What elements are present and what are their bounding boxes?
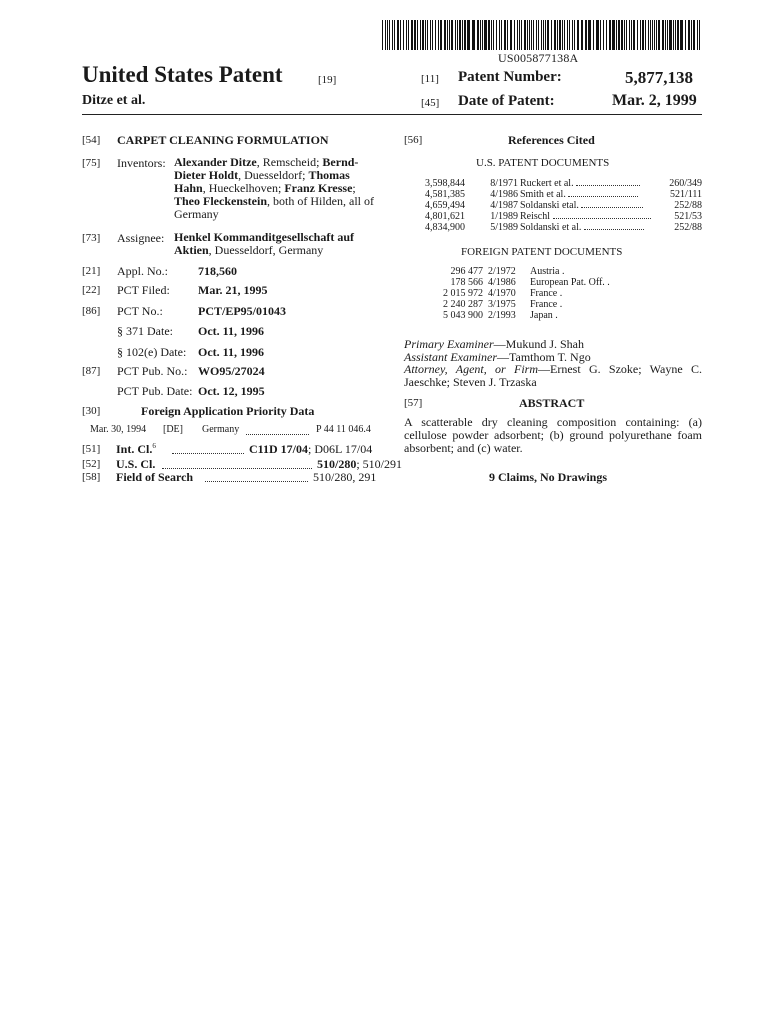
- intcl-value: [249, 442, 372, 457]
- table-row: [420, 310, 610, 321]
- inventor-place: ;: [352, 181, 356, 195]
- patent-number: 5,877,138: [625, 68, 693, 87]
- table-row: [420, 277, 610, 288]
- patent-number-label: Patent Number:: [458, 69, 562, 85]
- ref-number: 2 015 972: [443, 288, 483, 299]
- pct-no-value: PCT/EP95/01043: [198, 304, 287, 318]
- ref-class: 252/88: [674, 200, 702, 211]
- foreign-country-code: [DE]: [163, 424, 183, 435]
- ref-class: 260/349: [669, 178, 702, 189]
- foreign-priority-title: Foreign Application Priority Data: [141, 404, 315, 418]
- table-row: [420, 288, 610, 299]
- search-label: Field of Search: [116, 470, 194, 484]
- inventors-list: [174, 156, 374, 221]
- ref-number: 4,834,900: [425, 222, 465, 233]
- leader-dots: [172, 453, 244, 454]
- ref-country: France .: [530, 299, 563, 310]
- table-row: [425, 189, 702, 200]
- table-row: [420, 299, 610, 310]
- s102-label: § 102(e) Date:: [117, 345, 187, 359]
- pub-date-value: Oct. 12, 1995: [198, 384, 265, 398]
- uscl-main: 510/280: [317, 457, 357, 471]
- appl-value: 718,560: [198, 264, 237, 278]
- ref-number: 4,659,494: [425, 200, 465, 211]
- table-row: [425, 222, 702, 233]
- ref-name: Ruckert et al.: [520, 178, 665, 189]
- foreign-number: P 44 11 046.4: [316, 424, 371, 435]
- date-label: Date of Patent:: [458, 93, 555, 109]
- ref-number: 3,598,844: [425, 178, 465, 189]
- ref-number: 2 240 287: [443, 299, 483, 310]
- leader-dots: [162, 468, 312, 469]
- ref-country: Japan .: [530, 310, 558, 321]
- s371-label: § 371 Date:: [117, 324, 173, 338]
- inventor-name: Thomas Hahn: [174, 168, 350, 195]
- ref-number: 296 477: [450, 266, 483, 277]
- foreign-priority-code: [30]: [82, 405, 101, 417]
- title-field-code: [54]: [82, 134, 101, 146]
- inventor-place: , Hueckelhoven;: [202, 181, 282, 195]
- ref-date: 4/1986: [490, 189, 518, 200]
- assignee-label: Assignee:: [117, 231, 165, 245]
- table-row: [425, 211, 702, 222]
- date-code: [45]: [421, 97, 440, 109]
- inventors-short: Ditze et al.: [82, 93, 146, 108]
- intcl-main: C11D 17/04: [249, 442, 309, 456]
- ref-date: 2/1993: [488, 310, 516, 321]
- patent-date: Mar. 2, 1999: [612, 92, 697, 109]
- assignee: [174, 231, 374, 257]
- ref-date: 3/1975: [488, 299, 516, 310]
- inventor-name: Alexander Ditze: [174, 155, 257, 169]
- claims-summary: 9 Claims, No Drawings: [489, 470, 608, 484]
- appl-code: [21]: [82, 265, 101, 277]
- ref-number: 178 566: [450, 277, 483, 288]
- uscl-rest: ; 510/291: [356, 457, 403, 471]
- pct-filed-value: Mar. 21, 1995: [198, 283, 268, 297]
- pct-filed-code: [22]: [82, 284, 101, 296]
- intcl-code: [51]: [82, 443, 101, 455]
- table-row: [425, 200, 702, 211]
- ref-class: 521/53: [674, 211, 702, 222]
- abstract-text: A scatterable dry cleaning composition containing: (a) cellulose powder adsorbent; (b) ground polyurethane foam absorbent; and (c) water.: [404, 415, 702, 455]
- assignee-place: , Duesseldorf, Germany: [208, 243, 324, 257]
- refs-code: [56]: [404, 134, 423, 146]
- inventors-label: Inventors:: [117, 156, 166, 170]
- ref-date: 4/1986: [488, 277, 516, 288]
- s371-value: Oct. 11, 1996: [198, 324, 264, 338]
- primary-examiner-value: —Mukund J. Shah: [493, 337, 584, 351]
- pub-date-label: PCT Pub. Date:: [117, 384, 193, 398]
- header-rule: [82, 114, 702, 115]
- ref-country: Austria .: [530, 266, 565, 277]
- ref-date: 4/1987: [490, 200, 518, 211]
- leader-dots: [246, 434, 309, 435]
- ref-date: 8/1971: [490, 178, 518, 189]
- intcl-rest: ; D06L 17/04: [308, 442, 373, 456]
- ref-class: 521/111: [669, 189, 702, 200]
- foreign-docs-title: FOREIGN PATENT DOCUMENTS: [461, 246, 623, 258]
- ref-name: Smith et al.: [520, 189, 665, 200]
- search-value: 510/280, 291: [313, 470, 377, 484]
- intcl-label-text: Int. Cl.: [116, 442, 153, 456]
- ref-date: 2/1972: [488, 266, 516, 277]
- intcl-superscript: 6: [152, 442, 156, 450]
- attorney: [404, 363, 702, 389]
- ref-number: 4,581,385: [425, 189, 465, 200]
- ref-class: 252/88: [674, 222, 702, 233]
- ref-country: France .: [530, 288, 563, 299]
- ref-name: Reischl: [520, 211, 665, 222]
- inventor-place: , Remscheid;: [256, 155, 320, 169]
- table-row: [425, 178, 702, 189]
- inventor-name: Franz Kresse: [284, 181, 353, 195]
- pub-no-value: WO95/27024: [198, 364, 265, 378]
- abstract-title: ABSTRACT: [519, 396, 585, 410]
- us-docs-table: [425, 178, 702, 233]
- assignee-code: [73]: [82, 232, 101, 244]
- invention-title: CARPET CLEANING FORMULATION: [117, 133, 329, 147]
- attorney-value: —Ernest G. Szoke; Wayne C. Jaeschke; Steven J. Trzaska: [404, 362, 702, 389]
- assignee-name: Henkel Kommanditgesellschaft auf Aktien: [174, 230, 354, 257]
- ref-number: 4,801,621: [425, 211, 465, 222]
- ref-name: Soldanski et al.: [520, 222, 665, 233]
- uscl-label: U.S. Cl.: [116, 457, 156, 471]
- foreign-country: Germany: [202, 424, 240, 435]
- pct-no-label: PCT No.:: [117, 304, 163, 318]
- inventor-name: Bernd-Dieter Holdt: [174, 155, 359, 182]
- s102-value: Oct. 11, 1996: [198, 345, 264, 359]
- patent-title: United States Patent: [82, 62, 283, 87]
- ref-number: 5 043 900: [443, 310, 483, 321]
- ref-name: Soldanski etal.: [520, 200, 665, 211]
- inventors-code: [75]: [82, 157, 101, 169]
- ref-country: European Pat. Off. .: [530, 277, 610, 288]
- pub-no-label: PCT Pub. No.:: [117, 364, 188, 378]
- barcode: [382, 20, 700, 50]
- search-code: [58]: [82, 471, 101, 483]
- table-row: [420, 266, 610, 277]
- attorney-label: Attorney, Agent, or Firm: [404, 362, 538, 376]
- inventor-place: , Duesseldorf;: [238, 168, 306, 182]
- pub-no-code: [87]: [82, 365, 101, 377]
- inventor-name: Theo Fleckenstein: [174, 194, 267, 208]
- ref-date: 4/1970: [488, 288, 516, 299]
- refs-title: References Cited: [508, 133, 595, 147]
- us-docs-title: U.S. PATENT DOCUMENTS: [476, 157, 610, 169]
- ref-date: 5/1989: [490, 222, 518, 233]
- ref-date: 1/1989: [490, 211, 518, 222]
- assistant-examiner-label: Assistant Examiner: [404, 350, 497, 364]
- uscl-code: [52]: [82, 458, 101, 470]
- appl-label: Appl. No.:: [117, 264, 168, 278]
- inventor-place: , both of Hilden, all of Germany: [174, 194, 374, 221]
- patent-number-code: [11]: [421, 73, 439, 85]
- foreign-date: Mar. 30, 1994: [90, 424, 147, 435]
- title-code: [19]: [318, 74, 337, 86]
- assistant-examiner-value: —Tamthom T. Ngo: [497, 350, 591, 364]
- intcl-label: [116, 442, 156, 457]
- pct-no-code: [86]: [82, 305, 101, 317]
- leader-dots: [205, 481, 308, 482]
- abstract-code: [57]: [404, 397, 423, 409]
- document-number: US005877138A: [498, 51, 579, 65]
- primary-examiner-label: Primary Examiner: [404, 337, 494, 351]
- foreign-docs-table: [420, 266, 610, 321]
- pct-filed-label: PCT Filed:: [117, 283, 170, 297]
